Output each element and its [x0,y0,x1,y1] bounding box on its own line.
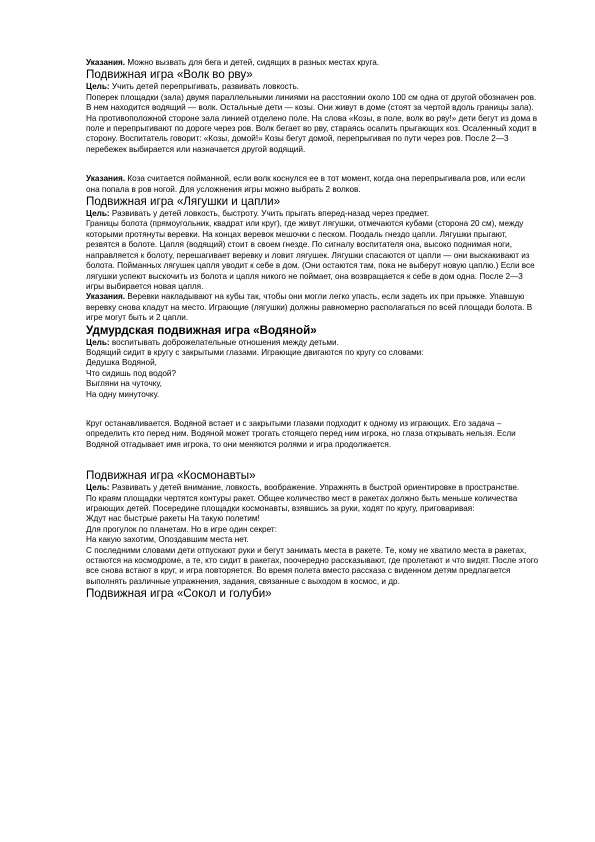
note-label: Указания. [86,292,126,302]
verse-line: Дедушка Водяной, [86,358,157,368]
section-title-cosmonauts: Подвижная игра «Космонавты» [86,469,256,483]
spacer [86,400,540,419]
section-title-pigeons: Подвижная игра «Сокол и голуби» [86,587,272,601]
goal-cosmonauts [86,483,540,493]
goal-text: Учить детей перепрыгивать, развивать ловкость. [109,82,300,92]
spacer [86,450,540,469]
paragraph-vodyanoy-intro: Водящий сидит в кругу с закрытыми глазами. Играющие двигаются по кругу со словами: [86,347,424,357]
section-title-wolf: Подвижная игра «Волк во рву» [86,68,253,82]
verse-line: Выгляни на чуточку, [86,379,162,389]
note-wolf [86,174,540,195]
paragraph-wolf-rules: Поперек площадки (зала) двумя параллельными линиями на расстоянии около 100 см одна от другой обозначен ров. В нем находится водящий — волк. Остальные дети — козы. Они живут в доме (стоят за чертой вдоль границы зала). На противоположной стороне зала линией отделено поле. На слова «Козы, в поле, волк во рву!» дети бегут из дома в поле и перепрыгивают по дороге через ров. Волк бегает во рву, стараясь осалить прыгающих коз. Осаленный ходит в сторону. Воспитатель говорит: «Козы, домой!» Козы бегут домой, перепрыгивая по пути через ров. После 2—3 перебежек выбирается или назначается другой водящий. [86,92,538,154]
intro-note [86,58,540,68]
verse-line: Для прогулок по планетам. Но в игре один секрет: [86,524,277,534]
note-text: Веревки накладывают на кубы так, чтобы они могли легко упасть, если задеть их при прыжке. Упавшую веревку снова кладут на место. Играющие (лягушки) должны равномерно располагаться по всей площади болота. В игре могут быть и 2 цапли. [86,292,533,323]
goal-text: воспитывать доброжелательные отношения между детьми. [109,337,339,347]
spacer [86,155,540,174]
paragraph-frogs-rules: Границы болота (прямоугольник, квадрат или круг), где живут лягушки, отмечаются кубами (сторона 20 см), между которыми протянуты веревки. На концах веревок мешочки с песком. Поодаль гнездо цапли. Лягушки прыгают, резвятся в болоте. Цапля (водящий) стоит в своем гнезде. По сигналу воспитателя она, высоко поднимая ноги, направляется к болоту, перешагивает веревку и ловит лягушек. Лягушки спасаются от цапли — они выскакивают из болота. Пойманных лягушек цапля уводит к себе в дом. (Они остаются там, пока не выберут новую цаплю.) Если все лягушки успеют выскочить из болота и цапля никого не поймает, она возвращается к себе в дом одна. После 2—3 игры выбирается новая цапля. [86,219,535,291]
verse-line: На одну минуточку. [86,389,160,399]
section-title-frogs: Подвижная игра «Лягушки и цапли» [86,195,281,209]
goal-text: Развивать у детей внимание, ловкость, воображение. Упражнять в быстрой ориентировке в пространстве. [109,483,520,493]
note-label: Указания. [86,58,126,67]
goal-text: Развивать у детей ловкость, быстроту. Учить прыгать вперед-назад через предмет. [109,209,430,219]
verse-line: Ждут нас быстрые ракеты На такую полетим! [86,514,260,524]
paragraph-cosmonauts-intro: По краям площадки чертятся контуры ракет. Общее количество мест в ракетах должно быть меньше количества играющих детей. Посередине площадки космонавты, взявшись за руки, ходят по кругу, приговаривая: [86,493,518,513]
goal-wolf [86,82,540,92]
section-title-vodyanoy: Удмурдская подвижная игра «Водяной» [86,323,317,337]
goal-label: Цель: [86,483,110,493]
paragraph-cosmonauts-rules: С последними словами дети отпускают руки и бегут занимать места в ракете. Те, кому не хватило места в ракетах, остаются на космодроме, а те, кто сидит в ракетах, поочередно рассказывают, где пролетают и что видят. После этого все снова встают в круг, и игра повторяется. Во время полета вместо рассказа с виденном детям предлагается выполнять различные упражнения, задания, связанные с выходом в космос, и др. [86,545,539,586]
note-text: Можно вызвать для бега и детей, сидящих в разных местах круга. [125,58,380,67]
note-label: Указания. [86,174,126,184]
paragraph-vodyanoy-rules: Круг останавливается. Водяной встает и с закрытыми глазами подходит к одному из играющих. Его задача – определить кто перед ним. Водяной может трогать стоящего перед ним игрока, но глаза открывать нельзя. Если Водяной отгадывает имя игрока, то они меняются ролями и игра продолжается. [86,418,516,449]
document-content [86,58,540,601]
goal-label: Цель: [86,337,110,347]
verse-line: На какую захотим, Опоздавшим места нет. [86,535,249,545]
note-frogs [86,292,540,323]
note-text: Коза считается пойманной, если волк коснулся ее в тот момент, когда она перепрыгивала ров, или если она попала в ров ногой. Для усложнения игры можно выбрать 2 волков. [86,174,526,194]
goal-label: Цель: [86,209,110,219]
goal-vodyanoy [86,338,540,348]
goal-frogs [86,209,540,219]
verse-line: Что сидишь под водой? [86,368,177,378]
goal-label: Цель: [86,82,110,92]
